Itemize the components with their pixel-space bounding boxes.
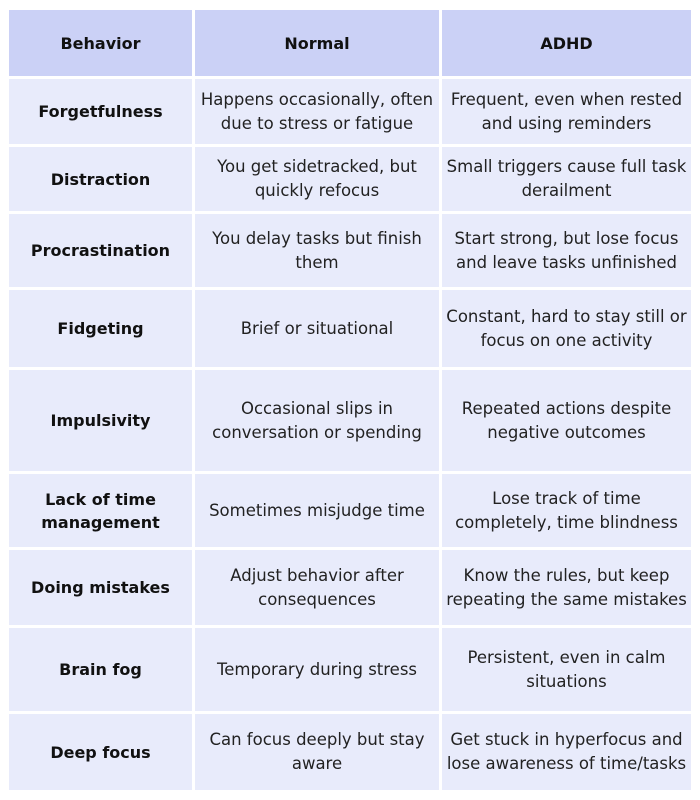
behavior-cell: Fidgeting — [9, 290, 192, 367]
adhd-cell: Get stuck in hyperfocus and lose awareness of time/tasks — [442, 714, 691, 790]
adhd-cell: Small triggers cause full task derailment — [442, 147, 691, 211]
behavior-cell: Distraction — [9, 147, 192, 211]
table-row — [9, 714, 691, 790]
behavior-cell: Deep focus — [9, 714, 192, 790]
header-row — [9, 10, 691, 76]
table-row — [9, 628, 691, 711]
adhd-cell: Lose track of time completely, time blindness — [442, 474, 691, 547]
table-row — [9, 474, 691, 547]
normal-cell: Happens occasionally, often due to stress or fatigue — [195, 79, 439, 144]
adhd-cell: Frequent, even when rested and using reminders — [442, 79, 691, 144]
behavior-cell: Forgetfulness — [9, 79, 192, 144]
behavior-cell: Doing mistakes — [9, 550, 192, 625]
adhd-cell: Constant, hard to stay still or focus on one activity — [442, 290, 691, 367]
adhd-cell: Repeated actions despite negative outcomes — [442, 370, 691, 471]
table-row — [9, 550, 691, 625]
behavior-cell: Lack of time management — [9, 474, 192, 547]
normal-cell: Occasional slips in conversation or spending — [195, 370, 439, 471]
behavior-cell: Procrastination — [9, 214, 192, 287]
normal-cell: Adjust behavior after consequences — [195, 550, 439, 625]
adhd-cell: Start strong, but lose focus and leave tasks unfinished — [442, 214, 691, 287]
behavior-cell: Impulsivity — [9, 370, 192, 471]
table-row — [9, 290, 691, 367]
behavior-comparison-table — [6, 7, 694, 793]
normal-cell: Can focus deeply but stay aware — [195, 714, 439, 790]
table-row — [9, 370, 691, 471]
normal-cell: Sometimes misjudge time — [195, 474, 439, 547]
table-row — [9, 147, 691, 211]
normal-cell: You delay tasks but finish them — [195, 214, 439, 287]
normal-cell: You get sidetracked, but quickly refocus — [195, 147, 439, 211]
table-row — [9, 214, 691, 287]
adhd-cell: Persistent, even in calm situations — [442, 628, 691, 711]
header-normal: Normal — [195, 10, 439, 76]
behavior-cell: Brain fog — [9, 628, 192, 711]
table-row — [9, 79, 691, 144]
header-behavior: Behavior — [9, 10, 192, 76]
header-adhd: ADHD — [442, 10, 691, 76]
normal-cell: Temporary during stress — [195, 628, 439, 711]
normal-cell: Brief or situational — [195, 290, 439, 367]
adhd-cell: Know the rules, but keep repeating the same mistakes — [442, 550, 691, 625]
